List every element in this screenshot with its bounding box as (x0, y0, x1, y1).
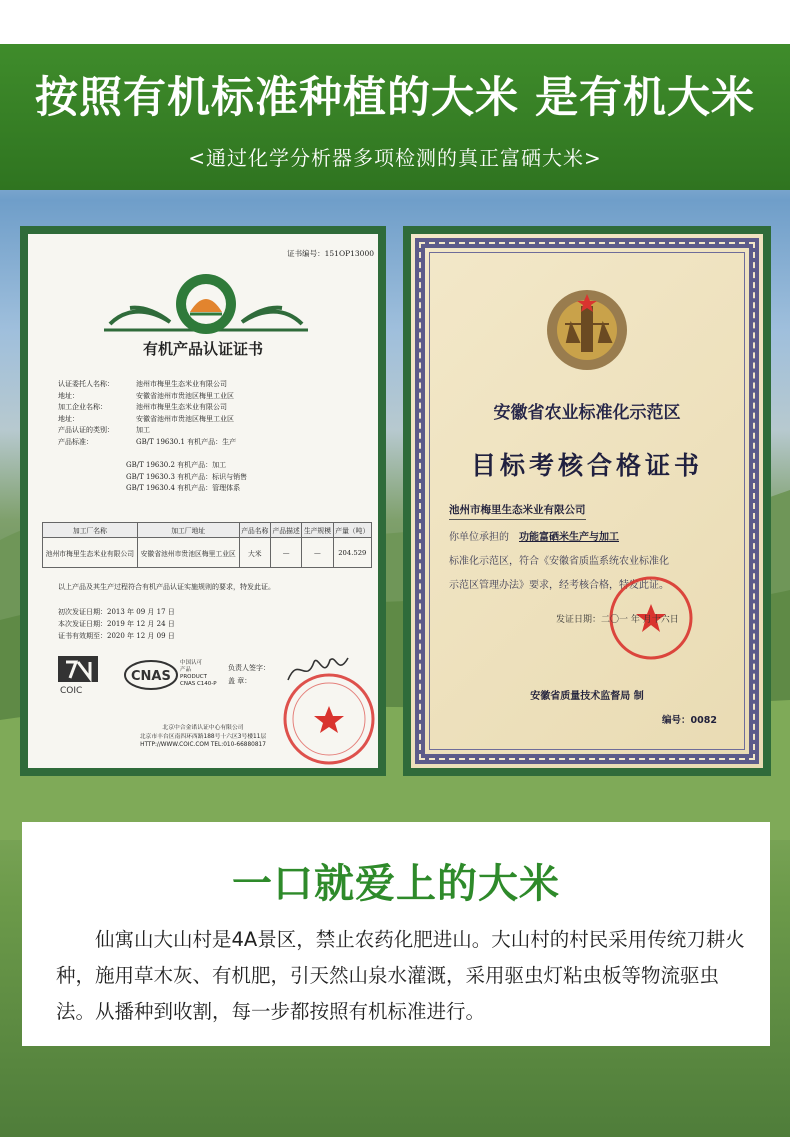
field-row (58, 391, 236, 403)
body-line: 标准化示范区，符合《安徽省质监系统农业标准化 (449, 556, 669, 567)
table-cell: — (270, 538, 301, 568)
red-seal-icon (280, 670, 378, 768)
cnas-logo-icon (123, 658, 183, 692)
standard-certificate-frame (403, 226, 771, 776)
field-label: 地址： (58, 414, 79, 423)
project-name: 功能富硒米生产与加工 (519, 532, 619, 543)
field-row (58, 379, 236, 391)
footer-line: 北京市丰台区南四环西路188号十六区3号楼11层 (139, 733, 267, 740)
table-header-cell: 生产规模 (302, 523, 333, 538)
sign-label: 负责人签字： (228, 664, 270, 672)
standard-item: GB/T 19630.4 有机产品：管理体系 (126, 484, 241, 492)
header-banner (0, 44, 790, 190)
field-value: 安徽省池州市贵池区梅里工业区 (136, 414, 234, 423)
info-card (22, 822, 770, 1046)
coic-label: COIC (60, 686, 83, 696)
certificate-footer (28, 724, 378, 750)
coic-logo-icon (56, 654, 104, 696)
date-line: 初次发证日期：2013 年 09 月 17 日 (58, 608, 175, 616)
company-name: 池州市梅里生态米业有限公司 (449, 502, 586, 520)
top-whitespace (0, 0, 790, 44)
field-value: 池州市梅里生态米业有限公司 (136, 380, 227, 388)
issuing-region: 安徽省农业标准化示范区 (493, 403, 681, 423)
field-value: 安徽省池州市贵池区梅里工业区 (136, 391, 234, 400)
organic-certificate (28, 234, 378, 768)
field-row (58, 402, 236, 414)
footer-line: 北京中合金诺认证中心有限公司 (162, 725, 244, 731)
cnas-text-line: PRODUCT (180, 674, 207, 680)
cnas-text-line: CNAS C140-P (180, 681, 217, 687)
cnas-text-line: 中国认可 (180, 660, 203, 666)
cnas-text (180, 660, 217, 688)
field-label: 产品标准： (58, 437, 93, 446)
table-header-cell: 产品描述 (270, 523, 301, 538)
national-emblem-icon (541, 284, 633, 376)
standard-item: GB/T 19630.2 有机产品：加工 (126, 461, 227, 469)
organic-logo-icon (100, 264, 312, 344)
signature-labels (228, 662, 270, 688)
field-row (58, 414, 236, 426)
table-header-cell: 加工厂地址 (137, 523, 239, 538)
banner-subtitle: <通过化学分析器多项检测的真正富硒大米> (188, 146, 602, 170)
table-cell: 204.529 (333, 538, 371, 568)
organic-certificate-frame (20, 226, 386, 776)
card-description: 仙寓山大山村是4A景区，禁止农药化肥进山。大山村的村民采用传统刀耕火种，施用草木灰、有机肥，引天然山泉水灌溉，采用驱虫灯粘虫板等物流驱虫法。从播种到收割，每一步都按照有机标准进行。 (56, 928, 745, 1023)
serial-number: 编号：0082 (662, 715, 717, 726)
seal-label: 盖 章： (228, 677, 252, 685)
body-line (449, 526, 739, 550)
issuer: 安徽省质量技术监督局 制 (530, 691, 644, 702)
table-header-cell: 产品名称 (239, 523, 270, 538)
field-row (58, 425, 236, 437)
table-cell: 大米 (239, 538, 270, 568)
field-value: GB/T 19630.1 有机产品：生产 (136, 437, 237, 446)
certificate-note: 以上产品及其生产过程符合有机产品认证实施规则的要求，特发此证。 (58, 583, 275, 591)
processing-table (42, 522, 372, 568)
footer-line: HTTP://WWW.COIC.COM TEL:010-66880817 (140, 742, 266, 748)
standard-certificate (411, 234, 763, 768)
table-header-row (43, 523, 372, 538)
card-title: 一口就爱上的大米 (232, 860, 560, 907)
field-value: 池州市梅里生态米业有限公司 (136, 403, 227, 411)
certificate-fields (58, 379, 236, 448)
certificate-dates (58, 606, 175, 642)
table-cell: 池州市梅里生态米业有限公司 (43, 538, 138, 568)
banner-title: 按照有机标准种植的大米 是有机大米 (35, 73, 755, 123)
body-line: 示范区管理办法》要求，经考核合格，特发此证。 (449, 580, 669, 591)
cnas-label: CNAS (131, 669, 171, 684)
body-prefix: 你单位承担的 (449, 532, 509, 543)
organic-certificate-title: 有机产品认证证书 (142, 340, 263, 358)
field-label: 产品认证的类别： (58, 426, 114, 434)
cnas-text-line: 产品 (180, 667, 192, 673)
standard-certificate-title: 目标考核合格证书 (470, 451, 703, 480)
field-label: 加工企业名称： (58, 403, 107, 411)
field-value: 加工 (136, 426, 150, 434)
issue-date: 发证日期：二〇一 年 月十六日 (556, 615, 679, 625)
standards-list (126, 460, 247, 495)
field-row (58, 437, 236, 449)
date-line: 本次发证日期：2019 年 12 月 24 日 (58, 620, 175, 628)
certificate-number: 证书编号：151OP13000 (287, 249, 374, 258)
table-header-cell: 加工厂名称 (43, 523, 138, 538)
table-cell: — (302, 538, 333, 568)
table-header-cell: 产量（吨） (333, 523, 371, 538)
certificate-body (449, 526, 739, 598)
field-label: 认证委托人名称： (58, 380, 114, 388)
field-label: 地址： (58, 391, 79, 400)
date-line: 证书有效期至：2020 年 12 月 09 日 (58, 632, 175, 640)
table-cell: 安徽省池州市贵池区梅里工业区 (137, 538, 239, 568)
standard-item: GB/T 19630.3 有机产品：标识与销售 (126, 472, 248, 481)
table-row (43, 538, 372, 568)
